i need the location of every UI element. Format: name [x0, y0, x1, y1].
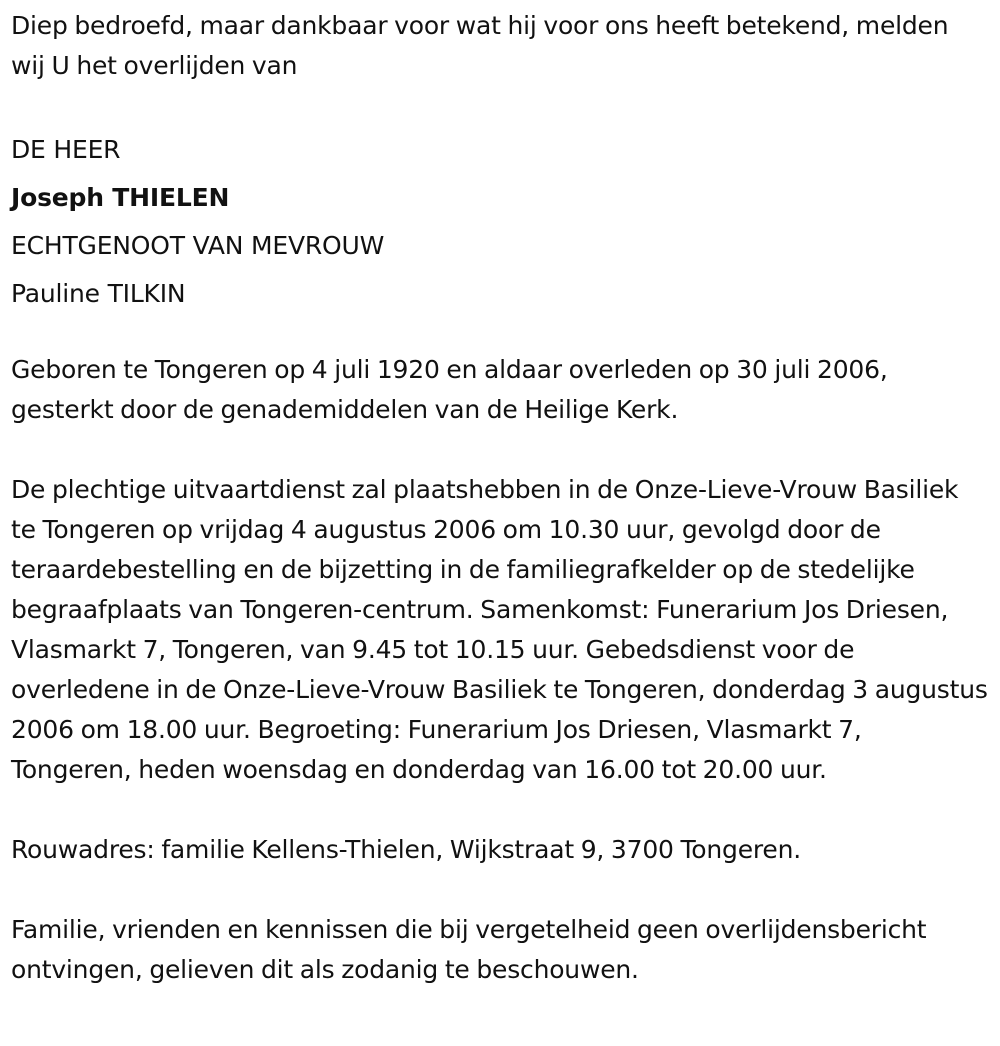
- deceased-name: Joseph THIELEN: [11, 183, 230, 212]
- spouse-name: Pauline TILKIN: [11, 279, 186, 308]
- mourning-address: Rouwadres: familie Kellens-Thielen, Wijkstraat 9, 3700 Tongeren.: [11, 835, 801, 864]
- relation-line: ECHTGENOOT VAN MEVROUW: [11, 231, 385, 260]
- deceased-title-block: [11, 126, 988, 318]
- closing-paragraph: Familie, vrienden en kennissen die bij vergetelheid geen overlijdensbericht ontvingen, gelieven dit als zodanig te beschouwen.: [11, 915, 927, 984]
- birth-death-paragraph: Geboren te Tongeren op 4 juli 1920 en aldaar overleden op 30 juli 2006, gesterkt door de genademiddelen van de Heilige Kerk.: [11, 355, 888, 424]
- funeral-service-paragraph: De plechtige uitvaartdienst zal plaatshebben in de Onze-Lieve-Vrouw Basiliek te Tongeren op vrijdag 4 augustus 2006 om 10.30 uur, gevolgd door de teraardebestelling en de bijzetting in de familiegrafkelder op de stedelijke begraafplaats van Tongeren-centrum. Samenkomst: Funerarium Jos Driesen, Vlasmarkt 7, Tongeren, van 9.45 tot 10.15 uur. Gebedsdienst voor de overledene in de Onze-Lieve-Vrouw Basiliek te Tongeren, donderdag 3 augustus 2006 om 18.00 uur. Begroeting: Funerarium Jos Driesen, Vlasmarkt 7, Tongeren, heden woensdag en donderdag van 16.00 tot 20.00 uur.: [11, 475, 988, 784]
- salutation: DE HEER: [11, 135, 121, 164]
- intro-paragraph: Diep bedroefd, maar dankbaar voor wat hij voor ons heeft betekend, melden wij U het overlijden van: [11, 11, 949, 80]
